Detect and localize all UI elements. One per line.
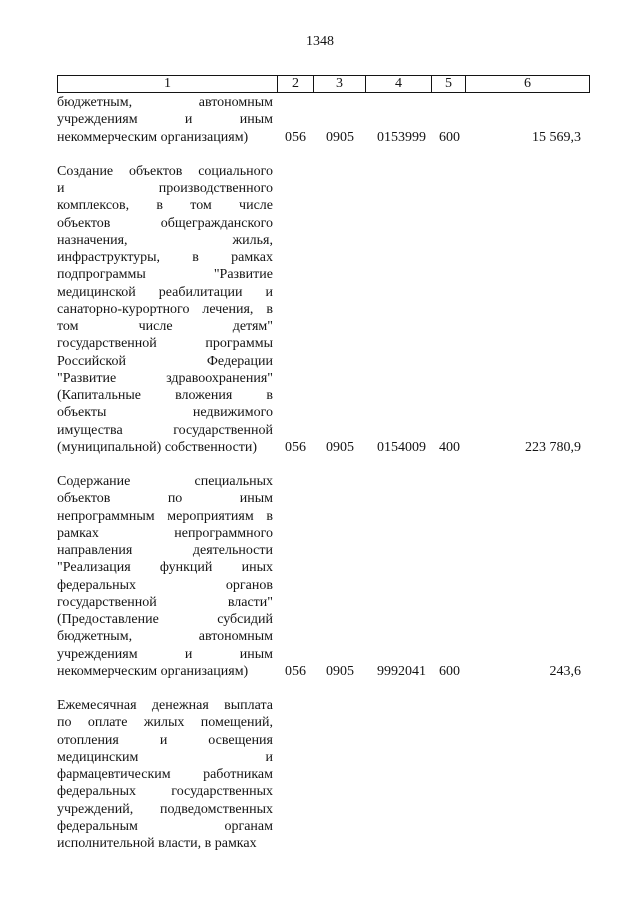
amount: 15 569,3 [532,129,581,145]
description-line: Содержание специальных [57,474,273,489]
expense-type-code: 600 [439,129,460,145]
row-description [57,94,273,146]
description-line: объектов общегражданского [57,215,273,231]
column-header: 6 [466,76,590,93]
target-article-code: 0154009 [377,439,426,455]
description-line: санаторно-курортного лечения, в [57,301,273,317]
description-line: медицинским и [57,749,273,765]
row-description [57,473,273,680]
description-line: учреждениям и иным [57,112,273,128]
column-header-table [57,75,590,93]
description-line: объекты недвижимого [57,405,273,421]
description-line: государственной программы [57,336,273,352]
column-header: 5 [432,76,466,93]
description-line: Создание объектов социального [57,163,273,179]
description-line: "Реализация функций иных [57,560,273,576]
table-row [57,697,589,852]
description-line: подпрограммы "Развитие [57,267,273,283]
page-number: 1348 [306,34,334,49]
description-line: по оплате жилых помещений, [57,715,273,731]
section-code: 0905 [326,439,354,455]
table-row [57,163,589,456]
table-row [57,473,589,680]
budget-rows [57,94,589,852]
target-article-code: 0153999 [377,129,426,145]
amount: 223 780,9 [525,439,581,455]
ministry-code: 056 [285,129,306,145]
description-line: комплексов, в том числе [57,198,273,214]
row-description [57,697,273,852]
description-line: Ежемесячная денежная выплата [57,698,273,713]
description-line: государственной власти" [57,594,273,610]
description-line: федеральных органов [57,577,273,593]
description-line: некоммерческим организациям) [57,129,249,145]
amount: 243,6 [549,663,581,679]
expense-type-code: 600 [439,663,460,679]
description-line: и производственного [57,181,273,196]
column-header: 4 [366,76,432,93]
description-line: бюджетным, автономным [57,629,273,645]
column-header: 2 [278,76,314,93]
description-line: назначения, жилья, [57,232,273,248]
description-line: учреждений, подведомственных [57,801,273,817]
description-line: федеральных государственных [57,784,273,800]
description-line: (Капитальные вложения в [57,388,273,403]
description-line: федеральным органам [57,818,273,834]
description-line: "Развитие здравоохранения" [57,370,273,386]
description-line: объектов по иным [57,491,273,507]
section-code: 0905 [326,663,354,679]
ministry-code: 056 [285,439,306,455]
description-line: Российской Федерации [57,353,273,369]
expense-type-code: 400 [439,439,460,455]
description-line: направления деятельности [57,543,273,558]
description-line: учреждениям и иным [57,646,273,662]
description-line: исполнительной власти, в рамках [57,836,257,851]
description-line: (Предоставление субсидий [57,612,273,627]
column-header: 3 [314,76,366,93]
description-line: бюджетным, автономным [57,95,273,110]
table-row [57,94,589,146]
description-line: некоммерческим организациям) [57,663,249,679]
description-line: том числе детям" [57,319,273,334]
description-line: (муниципальной) собственности) [57,439,258,455]
description-line: фармацевтическим работникам [57,767,273,782]
description-line: рамках непрограммного [57,525,273,541]
column-header: 1 [58,76,278,93]
description-line: медицинской реабилитации и [57,284,273,300]
target-article-code: 9992041 [377,663,426,679]
row-description [57,163,273,456]
description-line: инфраструктуры, в рамках [57,250,273,265]
ministry-code: 056 [285,663,306,679]
description-line: отопления и освещения [57,732,273,748]
description-line: непрограммным мероприятиям в [57,508,273,524]
section-code: 0905 [326,129,354,145]
description-line: имущества государственной [57,422,273,438]
column-header-row [58,76,590,93]
